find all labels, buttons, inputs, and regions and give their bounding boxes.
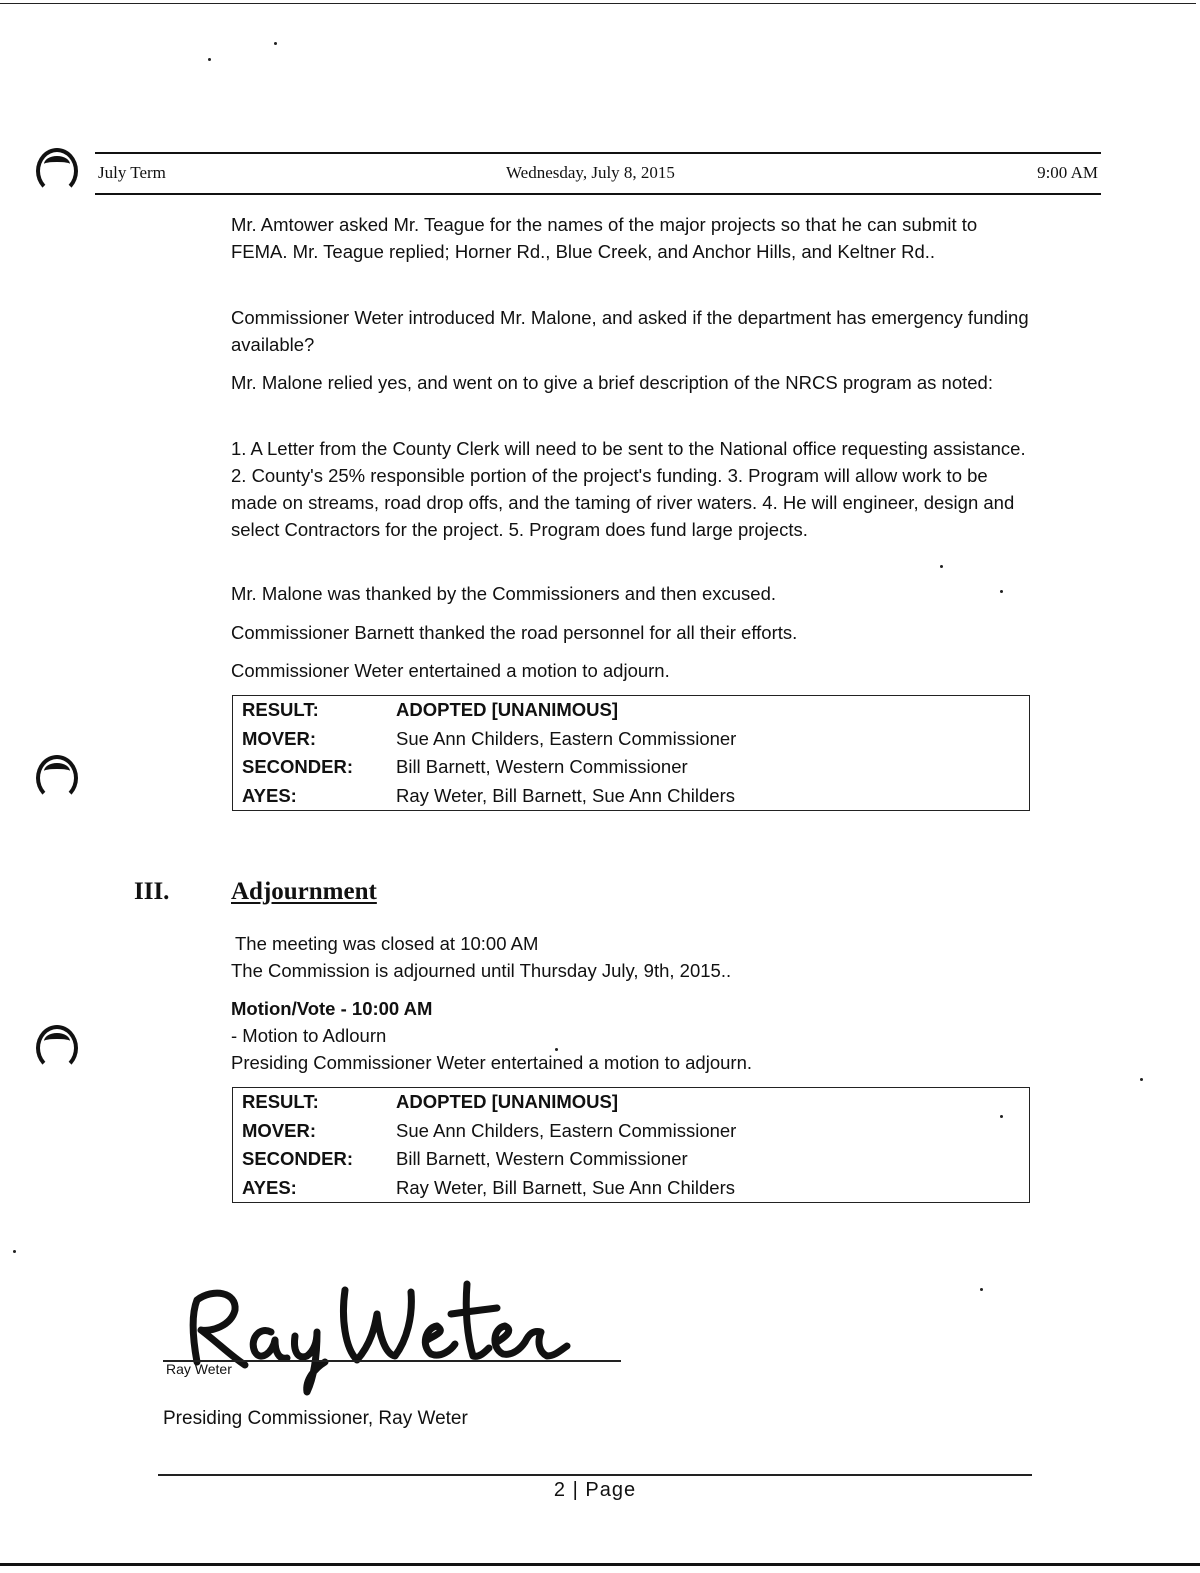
vote-table: [232, 695, 1030, 811]
paragraph-text: Mr. Amtower asked Mr. Teague for the names of the major projects so that he can submit to FEMA. Mr. Teague replied; Horner Rd., Blue Creek, and Anchor Hills, and Keltner Rd..: [231, 214, 978, 262]
paragraph-text: Commissioner Barnett thanked the road personnel for all their efforts.: [231, 622, 798, 643]
paragraph: [231, 211, 1031, 265]
signature-printed-name: Ray Weter: [166, 1361, 232, 1377]
scan-edge-top: [0, 3, 1196, 4]
paragraph: [231, 435, 1031, 543]
paragraph: [231, 369, 1031, 396]
punch-hole-icon: [36, 755, 78, 801]
scan-speck: [208, 58, 211, 61]
motion-block: [231, 995, 1031, 1076]
scan-speck: [274, 42, 277, 45]
paragraph: [231, 619, 1031, 646]
vote-row-ayes: [233, 782, 1029, 811]
punch-hole-icon: [36, 148, 78, 194]
vote-value: Bill Barnett, Western Commissioner: [396, 756, 688, 777]
adjournment-line: The meeting was closed at 10:00 AM: [235, 933, 539, 954]
scan-speck: [1140, 1078, 1143, 1081]
vote-label: RESULT:: [242, 699, 319, 720]
vote-label: SECONDER:: [242, 1148, 354, 1169]
vote-label: MOVER:: [242, 727, 316, 749]
header-rule-top: [95, 152, 1101, 154]
header-date: Wednesday, July 8, 2015: [506, 163, 675, 182]
adjournment-text: [231, 930, 1031, 984]
page-header: [98, 163, 1098, 189]
vote-label: AYES:: [242, 784, 297, 806]
scan-edge-bottom: [0, 1563, 1200, 1566]
paragraph-text: Commissioner Weter entertained a motion to adjourn.: [231, 660, 670, 681]
paragraph: [231, 304, 1031, 358]
vote-label: RESULT:: [242, 1091, 319, 1112]
vote-label: AYES:: [242, 1176, 297, 1198]
handwritten-signature: [175, 1270, 595, 1400]
header-term: July Term: [98, 163, 166, 182]
motion-text: Presiding Commissioner Weter entertained a motion to adjourn.: [231, 1052, 752, 1073]
scan-speck: [13, 1250, 16, 1253]
signer-title: Presiding Commissioner, Ray Weter: [163, 1408, 468, 1429]
paragraph-text: Mr. Malone was thanked by the Commissioners and then excused.: [231, 583, 777, 604]
vote-row-seconder: [233, 753, 1029, 782]
vote-table: [232, 1087, 1030, 1203]
vote-label: MOVER:: [242, 1119, 316, 1141]
section-title: Adjournment: [231, 878, 377, 905]
vote-value: Ray Weter, Bill Barnett, Sue Ann Childers: [396, 784, 735, 806]
vote-label: SECONDER:: [242, 756, 354, 777]
paragraph: [231, 657, 1031, 684]
header-time: 9:00 AM: [1037, 163, 1098, 182]
vote-value: ADOPTED [UNANIMOUS]: [396, 1091, 618, 1112]
adjournment-line: The Commission is adjourned until Thursday July, 9th, 2015..: [231, 960, 732, 981]
footer-rule: [158, 1474, 1032, 1476]
scan-speck: [940, 565, 943, 568]
vote-row-mover: [233, 1117, 1029, 1146]
paragraph-text: Mr. Malone relied yes, and went on to give a brief description of the NRCS program as noted:: [231, 372, 993, 393]
header-rule-bottom: [95, 193, 1101, 195]
vote-row-mover: [233, 725, 1029, 754]
page-number: 2 | Page: [553, 1479, 637, 1501]
scan-speck: [980, 1288, 983, 1291]
section-number: III.: [134, 878, 170, 905]
vote-row-result: [233, 696, 1029, 725]
vote-value: Sue Ann Childers, Eastern Commissioner: [396, 727, 737, 749]
paragraph-text: 1. A Letter from the County Clerk will need to be sent to the National office requesting assistance. 2. County's 25% responsible portion of the project's funding. 3. Program will allow work to be made on streams, road drop offs, and the taming of river waters. 4. He will engineer, design and select Contractors for the project. 5. Program does fund large projects.: [231, 438, 1026, 540]
vote-row-ayes: [233, 1174, 1029, 1203]
vote-value: Ray Weter, Bill Barnett, Sue Ann Childers: [396, 1176, 735, 1198]
paragraph-text: Commissioner Weter introduced Mr. Malone, and asked if the department has emergency funding available?: [231, 307, 1029, 355]
paragraph: [231, 580, 1031, 607]
punch-hole-icon: [36, 1025, 78, 1071]
vote-row-result: [233, 1088, 1029, 1117]
motion-item: - Motion to Adlourn: [231, 1025, 387, 1046]
vote-value: Bill Barnett, Western Commissioner: [396, 1148, 688, 1169]
vote-value: ADOPTED [UNANIMOUS]: [396, 699, 618, 720]
vote-value: Sue Ann Childers, Eastern Commissioner: [396, 1119, 737, 1141]
vote-row-seconder: [233, 1145, 1029, 1174]
motion-heading: Motion/Vote - 10:00 AM: [231, 998, 433, 1019]
